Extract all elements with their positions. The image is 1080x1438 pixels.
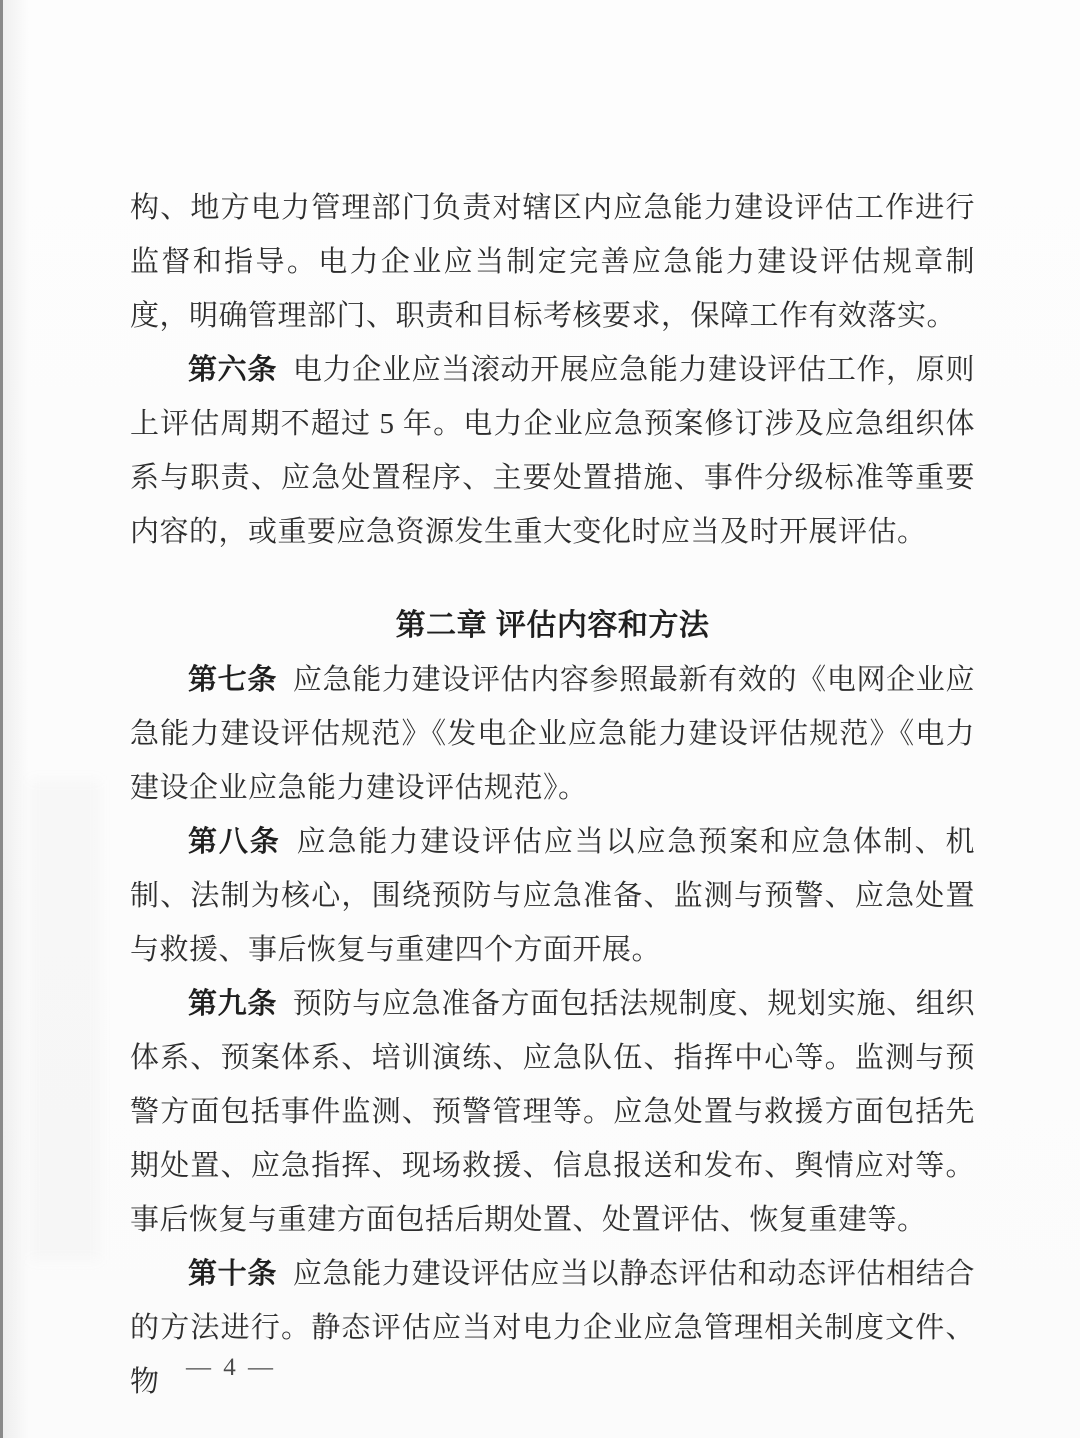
article-9-label: 第九条 xyxy=(188,988,277,1020)
scan-left-edge-shadow xyxy=(3,0,29,1438)
article-6-paragraph xyxy=(130,343,975,559)
article-8-paragraph xyxy=(130,815,975,977)
paragraph-continuation-text: 构、地方电力管理部门负责对辖区内应急能力建设评估工作进行监督和指导。电力企业应当制定完善应急能力建设评估规章制度，明确管理部门、职责和目标考核要求，保障工作有效落实。 xyxy=(130,192,975,332)
article-9-paragraph xyxy=(130,977,975,1247)
article-9-text: 预防与应急准备方面包括法规制度、规划实施、组织体系、预案体系、培训演练、应急队伍、指挥中心等。监测与预警方面包括事件监测、预警管理等。应急处置与救援方面包括先期处置、应急指挥、现场救援、信息报送和发布、舆情应对等。事后恢复与重建方面包括后期处置、处置评估、恢复重建等。 xyxy=(130,988,975,1236)
paragraph-continuation xyxy=(130,181,975,343)
article-10-label: 第十条 xyxy=(188,1258,277,1290)
chapter-2-heading: 第二章 评估内容和方法 xyxy=(395,609,710,642)
document-body xyxy=(130,181,975,1409)
article-7-text: 应急能力建设评估内容参照最新有效的《电网企业应急能力建设评估规范》《发电企业应急能力建设评估规范》《电力建设企业应急能力建设评估规范》。 xyxy=(130,664,975,804)
scan-shading xyxy=(30,780,100,1260)
article-6-label: 第六条 xyxy=(188,354,277,386)
article-7-label: 第七条 xyxy=(188,664,277,696)
article-10-text: 应急能力建设评估应当以静态评估和动态评估相结合的方法进行。静态评估应当对电力企业应急管理相关制度文件、物 xyxy=(130,1258,975,1398)
article-7-paragraph xyxy=(130,653,975,815)
page-number: — 4 — xyxy=(186,1354,276,1381)
article-8-text: 应急能力建设评估应当以应急预案和应急体制、机制、法制为核心，围绕预防与应急准备、监测与预警、应急处置与救援、事后恢复与重建四个方面开展。 xyxy=(130,826,975,966)
article-8-label: 第八条 xyxy=(188,826,281,858)
article-6-text: 电力企业应当滚动开展应急能力建设评估工作，原则上评估周期不超过 5 年。电力企业应急预案修订涉及应急组织体系与职责、应急处置程序、主要处置措施、事件分级标准等重要内容的，或重要应急资源发生重大变化时应当及时开展评估。 xyxy=(130,354,975,548)
